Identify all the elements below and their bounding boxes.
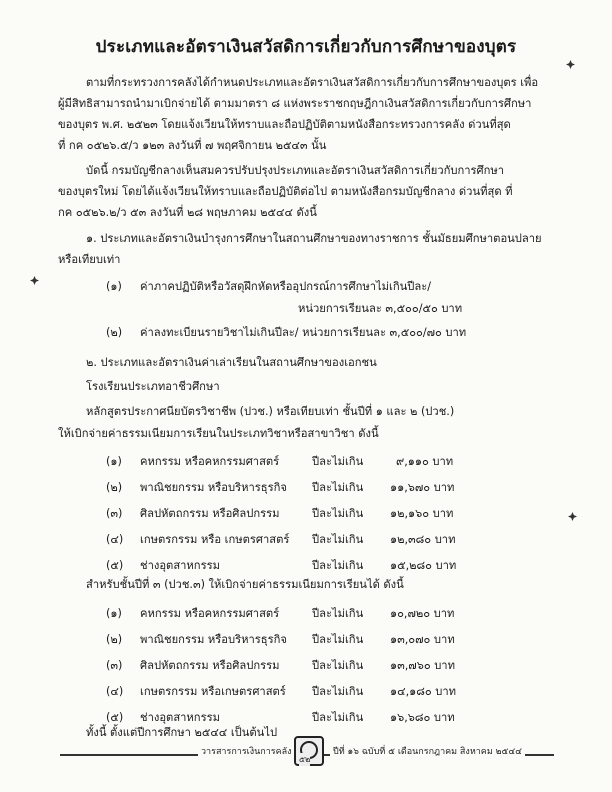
journal-logo-icon [294, 736, 324, 766]
fee-row-item: คหกรรม หรือคหกรรมศาสตร์ [140, 455, 280, 468]
fee-row-cap: ปีละไม่เกิน [312, 711, 364, 724]
margin-mark-icon [568, 512, 577, 521]
fee-row-cap: ปีละไม่เกิน [312, 533, 364, 546]
document-title: ประเภทและอัตราเงินสวัสดิการเกี่ยวกับการศึกษาของบุตร [95, 37, 517, 57]
margin-mark-icon [30, 276, 39, 285]
fee-row-amount: ๑๒,๑๖๐ บาท [390, 507, 454, 520]
section-1-item-text2: หน่วยการเรียนละ ๓,๕๐๐/๕๐ บาท [298, 302, 463, 315]
footer-issue-info: ปีที่ ๑๖ ฉบับที่ ๕ เดือนกรกฎาคม สิงหาคม ๒๕๔๔ [330, 744, 525, 758]
fee-row-amount: ๑๓,๐๗๐ บาท [390, 633, 455, 646]
intro-line: ตามที่กระทรวงการคลังได้กำหนดประเภทและอัตราเงินสวัสดิการเกี่ยวกับการศึกษาของบุตร เพื่อ [86, 76, 539, 89]
fee-row-num: (๕) [106, 711, 124, 724]
fee-row-num: (๔) [106, 685, 124, 698]
fee-row-cap: ปีละไม่เกิน [312, 455, 364, 468]
fee-row-amount: ๙,๑๑๐ บาท [396, 455, 454, 468]
fee-row-num: (๒) [106, 633, 123, 646]
intro-line: ของบุตร พ.ศ. ๒๕๒๓ โดยแจ้งเวียนให้ทราบและถือปฏิบัติตามหนังสือกระทรวงการคลัง ด่วนที่สุด [58, 118, 511, 131]
section-2-sub: หลักสูตรประกาศนียบัตรวิชาชีพ (ปวช.) หรือเทียบเท่า ชั้นปีที่ ๑ และ ๒ (ปวช.) [86, 405, 455, 418]
margin-mark-icon [566, 60, 575, 69]
fee-row-item: ช่างอุตสาหกรรม [140, 559, 220, 572]
fee-row-cap: ปีละไม่เกิน [312, 607, 364, 620]
fee-row-amount: ๑๒,๓๘๐ บาท [390, 533, 456, 546]
fee-row-num: (๓) [106, 659, 123, 672]
fee-row-num: (๕) [106, 559, 124, 572]
fee-row-cap: ปีละไม่เกิน [312, 633, 364, 646]
intro-line: ที่ กค ๐๕๒๖.๕/ว ๑๒๓ ลงวันที่ ๗ พฤศจิกายน ๒๕๔๓ นั้น [58, 139, 327, 152]
section-2-sub: โรงเรียนประเภทอาชีวศึกษา [86, 380, 220, 393]
fee-row-amount: ๑๐,๗๒๐ บาท [390, 607, 455, 620]
fee-row-amount: ๑๑,๖๗๐ บาท [390, 481, 455, 494]
fee-row-num: (๓) [106, 507, 123, 520]
fee-row-cap: ปีละไม่เกิน [312, 559, 364, 572]
page-number: ๕๒ [299, 755, 311, 764]
fee-row-cap: ปีละไม่เกิน [312, 659, 364, 672]
fee-row-item: พาณิชยกรรม หรือบริหารธุรกิจ [140, 481, 287, 494]
section-1-heading: ๑. ประเภทและอัตราเงินบำรุงการศึกษาในสถานศึกษาของทางราชการ ชั้นมัธยมศึกษาตอนปลาย [86, 232, 542, 245]
fee-row-item: เกษตรกรรม หรือ เกษตรศาสตร์ [140, 533, 290, 546]
footer-journal-name: วารสารการเงินการคลัง [198, 744, 295, 758]
fee-row-item: พาณิชยกรรม หรือบริหารธุรกิจ [140, 633, 287, 646]
fee-row-item: คหกรรม หรือคหกรรมศาสตร์ [140, 607, 280, 620]
fee-row-num: (๒) [106, 481, 123, 494]
fee-row-amount: ๑๖,๖๘๐ บาท [390, 711, 455, 724]
fee-row-amount: ๑๕,๒๘๐ บาท [390, 559, 457, 572]
fee-row-amount: ๑๓,๗๖๐ บาท [390, 659, 455, 672]
intro-line: ผู้มีสิทธิสามารถนำมาเบิกจ่ายได้ ตามมาตรา ๘ แห่งพระราชกฤษฎีกาเงินสวัสดิการเกี่ยวกับการศึกษา [58, 97, 532, 110]
fee-row-item: เกษตรกรรม หรือเกษตรศาสตร์ [140, 685, 286, 698]
paragraph-line: กค ๐๕๒๖.๒/ว ๕๓ ลงวันที่ ๒๘ พฤษภาคม ๒๕๔๔ ดังนี้ [58, 206, 317, 219]
section-2-sub: ให้เบิกจ่ายค่าธรรมเนียมการเรียนในประเภทวิชาหรือสาขาวิชา ดังนี้ [58, 427, 379, 440]
section-1-item-text: ค่าภาคปฏิบัติหรือวัสดุฝึกหัดหรืออุปกรณ์การศึกษาไม่เกินปีละ/ [140, 280, 431, 293]
fee-row-num: (๑) [106, 607, 122, 620]
section-1-heading-cont: หรือเทียบเท่า [58, 253, 121, 266]
fee-row-item: ศิลปหัตถกรรม หรือศิลปกรรม [140, 659, 280, 672]
section-2-sub: สำหรับชั้นปีที่ ๓ (ปวช.๓) ให้เบิกจ่ายค่าธรรมเนียมการเรียนได้ ดังนี้ [86, 578, 404, 591]
section-1-item-text: ค่าลงทะเบียนรายวิชาไม่เกินปีละ/ หน่วยการเรียนละ ๓,๕๐๐/๗๐ บาท [140, 326, 467, 339]
fee-row-cap: ปีละไม่เกิน [312, 507, 364, 520]
fee-row-cap: ปีละไม่เกิน [312, 685, 364, 698]
fee-row-item: ช่างอุตสาหกรรม [140, 711, 220, 724]
section-2-heading: ๒. ประเภทและอัตราเงินค่าเล่าเรียนในสถานศึกษาของเอกชน [86, 356, 377, 369]
paragraph-line: ของบุตรใหม่ โดยได้แจ้งเวียนให้ทราบและถือปฏิบัติต่อไป ตามหนังสือกรมบัญชีกลาง ด่วนที่สุด ที่ [58, 185, 513, 198]
section-1-item-num: (๑) [106, 280, 122, 293]
section-1-item-num: (๒) [106, 326, 123, 339]
fee-row-num: (๑) [106, 455, 122, 468]
fee-row-item: ศิลปหัตถกรรม หรือศิลปกรรม [140, 507, 280, 520]
fee-row-cap: ปีละไม่เกิน [312, 481, 364, 494]
paragraph-line: บัดนี้ กรมบัญชีกลางเห็นสมควรปรับปรุงประเภทและอัตราเงินสวัสดิการเกี่ยวกับการศึกษา [86, 164, 505, 177]
fee-row-amount: ๑๔,๑๘๐ บาท [390, 685, 456, 698]
closing-line: ทั้งนี้ ตั้งแต่ปีการศึกษา ๒๕๔๔ เป็นต้นไป [86, 726, 278, 739]
fee-row-num: (๔) [106, 533, 124, 546]
